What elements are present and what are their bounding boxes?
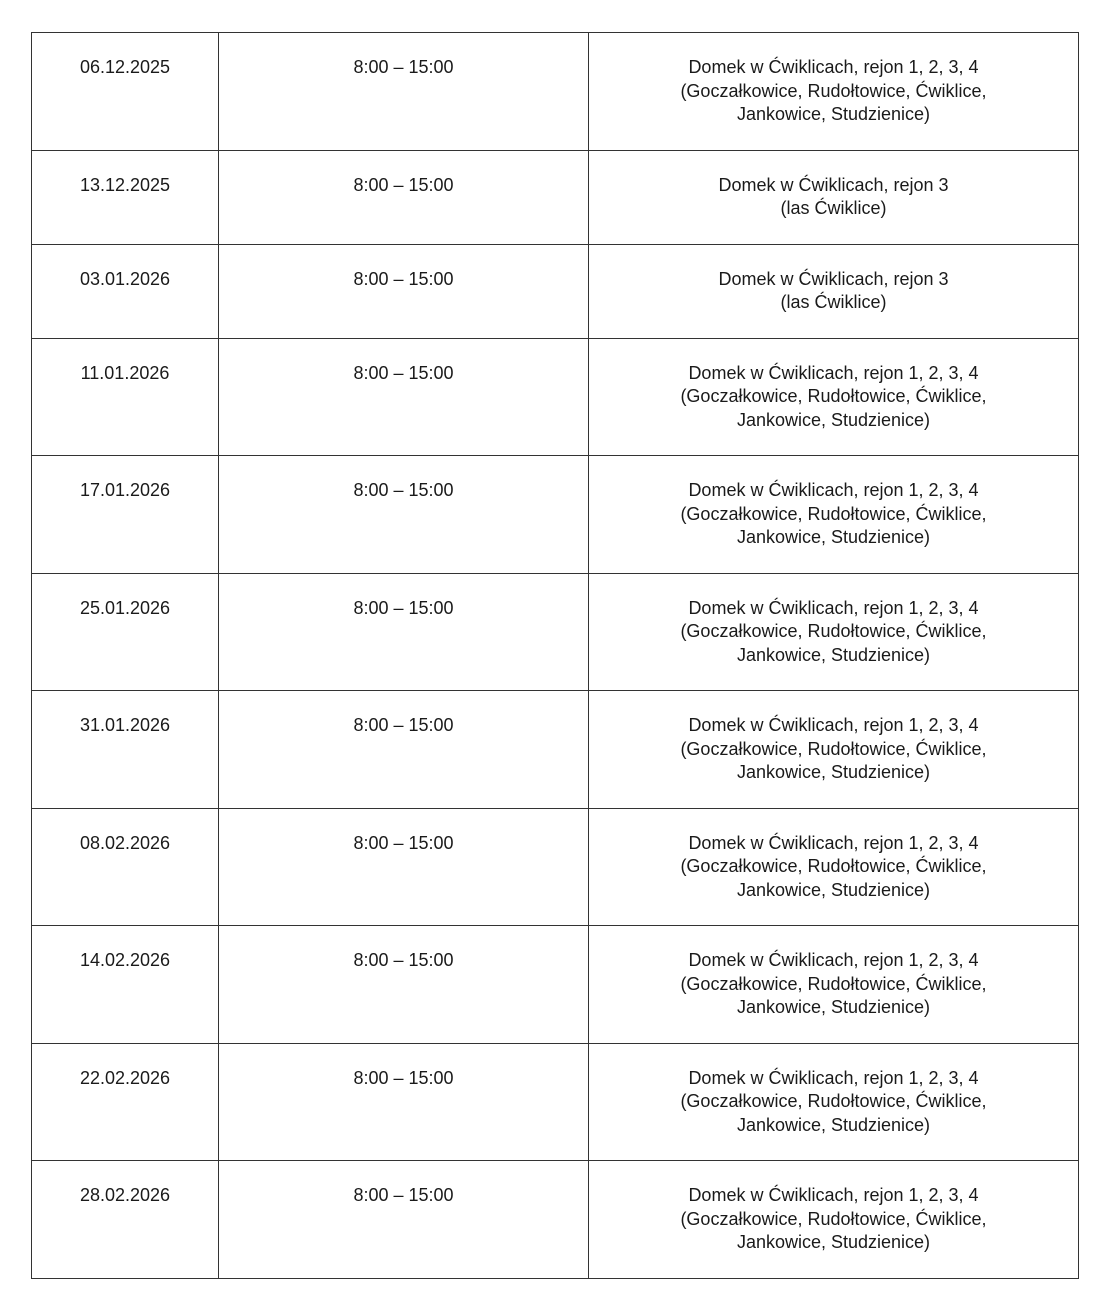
table-row bbox=[32, 150, 1079, 244]
location-line: Domek w Ćwiklicach, rejon 1, 2, 3, 4 bbox=[688, 362, 979, 383]
time-cell: 8:00 – 15:00 bbox=[219, 1043, 589, 1161]
location-line: (las Ćwiklice) bbox=[780, 198, 887, 218]
location-line: (Goczałkowice, Rudołtowice, Ćwiklice, bbox=[680, 386, 987, 406]
time-cell: 8:00 – 15:00 bbox=[219, 808, 589, 926]
location-line: (Goczałkowice, Rudołtowice, Ćwiklice, bbox=[680, 503, 987, 524]
time-cell: 8:00 – 15:00 bbox=[219, 691, 589, 809]
location-line: Domek w Ćwiklicach, rejon 1, 2, 3, 4 bbox=[688, 480, 979, 500]
location-line: Jankowice, Studzienice) bbox=[736, 879, 931, 900]
time-cell: 8:00 – 15:00 bbox=[219, 33, 589, 151]
location-line: (Goczałkowice, Rudołtowice, Ćwiklice, bbox=[680, 973, 987, 994]
location-line: (Goczałkowice, Rudołtowice, Ćwiklice, bbox=[680, 1091, 987, 1111]
location-line: Domek w Ćwiklicach, rejon 1, 2, 3, 4 bbox=[688, 57, 979, 77]
time-cell: 8:00 – 15:00 bbox=[219, 1161, 589, 1279]
table-row bbox=[32, 33, 1079, 151]
location-line: Domek w Ćwiklicach, rejon 3 bbox=[718, 268, 949, 289]
location-cell bbox=[589, 926, 1079, 1044]
date-cell: 31.01.2026 bbox=[32, 691, 219, 809]
location-line: (Goczałkowice, Rudołtowice, Ćwiklice, bbox=[680, 856, 987, 876]
location-line: Jankowice, Studzienice) bbox=[736, 409, 931, 430]
time-cell: 8:00 – 15:00 bbox=[219, 926, 589, 1044]
location-line: Domek w Ćwiklicach, rejon 1, 2, 3, 4 bbox=[688, 597, 979, 618]
location-cell bbox=[589, 338, 1079, 456]
location-line: Domek w Ćwiklicach, rejon 1, 2, 3, 4 bbox=[688, 832, 979, 853]
location-cell bbox=[589, 573, 1079, 691]
time-cell: 8:00 – 15:00 bbox=[219, 338, 589, 456]
date-cell: 13.12.2025 bbox=[32, 150, 219, 244]
table-row bbox=[32, 573, 1079, 691]
location-line: Domek w Ćwiklicach, rejon 1, 2, 3, 4 bbox=[688, 715, 979, 735]
location-line: Jankowice, Studzienice) bbox=[736, 997, 931, 1017]
table-row bbox=[32, 1161, 1079, 1279]
location-line: Jankowice, Studzienice) bbox=[736, 762, 931, 782]
location-cell bbox=[589, 244, 1079, 338]
date-cell: 17.01.2026 bbox=[32, 456, 219, 574]
location-cell bbox=[589, 691, 1079, 809]
location-line: Jankowice, Studzienice) bbox=[736, 1232, 931, 1252]
schedule-table bbox=[31, 32, 1079, 1279]
location-line: (las Ćwiklice) bbox=[780, 292, 887, 312]
location-line: Domek w Ćwiklicach, rejon 3 bbox=[718, 174, 949, 195]
location-line: (Goczałkowice, Rudołtowice, Ćwiklice, bbox=[680, 738, 987, 759]
location-line: (Goczałkowice, Rudołtowice, Ćwiklice, bbox=[680, 80, 987, 101]
location-line: Jankowice, Studzienice) bbox=[736, 1114, 931, 1135]
time-cell: 8:00 – 15:00 bbox=[219, 150, 589, 244]
schedule-body bbox=[32, 33, 1079, 1279]
location-line: Domek w Ćwiklicach, rejon 1, 2, 3, 4 bbox=[688, 1067, 979, 1088]
table-row bbox=[32, 926, 1079, 1044]
table-row bbox=[32, 456, 1079, 574]
date-cell: 03.01.2026 bbox=[32, 244, 219, 338]
location-cell bbox=[589, 456, 1079, 574]
date-cell: 22.02.2026 bbox=[32, 1043, 219, 1161]
location-line: Jankowice, Studzienice) bbox=[736, 644, 931, 665]
date-cell: 06.12.2025 bbox=[32, 33, 219, 151]
location-cell bbox=[589, 1161, 1079, 1279]
date-cell: 11.01.2026 bbox=[32, 338, 219, 456]
date-cell: 08.02.2026 bbox=[32, 808, 219, 926]
time-cell: 8:00 – 15:00 bbox=[219, 573, 589, 691]
location-line: Jankowice, Studzienice) bbox=[736, 527, 931, 547]
location-line: Domek w Ćwiklicach, rejon 1, 2, 3, 4 bbox=[688, 1185, 979, 1205]
location-cell bbox=[589, 150, 1079, 244]
table-row bbox=[32, 338, 1079, 456]
date-cell: 25.01.2026 bbox=[32, 573, 219, 691]
date-cell: 28.02.2026 bbox=[32, 1161, 219, 1279]
time-cell: 8:00 – 15:00 bbox=[219, 456, 589, 574]
time-cell: 8:00 – 15:00 bbox=[219, 244, 589, 338]
location-cell bbox=[589, 33, 1079, 151]
location-cell bbox=[589, 808, 1079, 926]
date-cell: 14.02.2026 bbox=[32, 926, 219, 1044]
location-line: Domek w Ćwiklicach, rejon 1, 2, 3, 4 bbox=[688, 950, 979, 970]
table-row bbox=[32, 691, 1079, 809]
location-line: (Goczałkowice, Rudołtowice, Ćwiklice, bbox=[680, 621, 987, 641]
location-line: Jankowice, Studzienice) bbox=[736, 104, 931, 124]
table-row bbox=[32, 244, 1079, 338]
location-cell bbox=[589, 1043, 1079, 1161]
table-row bbox=[32, 1043, 1079, 1161]
table-row bbox=[32, 808, 1079, 926]
location-line: (Goczałkowice, Rudołtowice, Ćwiklice, bbox=[680, 1208, 987, 1229]
